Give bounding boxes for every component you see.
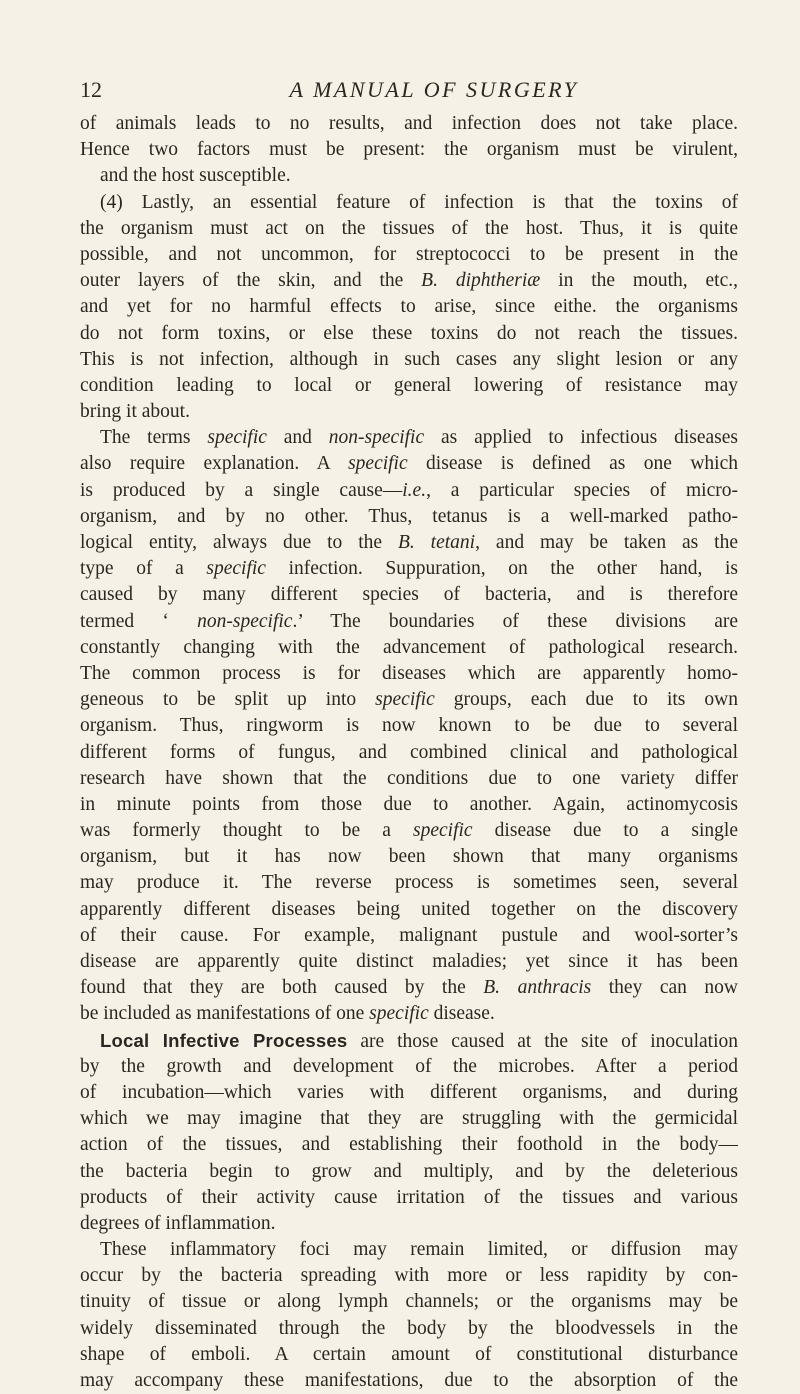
text-line: widely disseminated through the body by the bloodvessels in the (80, 1317, 738, 1339)
text-line (80, 268, 738, 294)
italic-term: non-specific (328, 427, 425, 449)
text-line: The terms specific and non-specific as applied to infectious diseases (100, 427, 738, 449)
running-title: A MANUAL OF SURGERY (289, 77, 579, 102)
italic-term: B. diphtheriæ (421, 270, 541, 292)
text-line: may accompany these manifestations, due to the absorption of the (80, 1370, 738, 1391)
text-line: caused by many different species of bacteria, and is therefore (80, 584, 738, 606)
text-line: constantly changing with the advancement of pathological research. (80, 636, 738, 658)
text-line: The common process is for diseases which are apparently homo- (80, 662, 738, 684)
text-line: apparently different diseases being united together on the discovery (80, 898, 738, 920)
text-line: was formerly thought to be a specific disease due to a single (80, 820, 738, 842)
text-line: organism, but it has now been shown that many organisms (80, 846, 738, 868)
text-line: may produce it. The reverse process is sometimes seen, several (80, 872, 738, 894)
text-line: bring it about. (80, 401, 190, 423)
text-line: This is not infection, although in such cases any slight lesion or any (80, 348, 738, 370)
text-line: (4) Lastly, an essential feature of infection is that the toxins of (100, 191, 738, 213)
text-line: products of their activity cause irritation of the tissues and various (80, 1186, 738, 1208)
text-line: condition leading to local or general lowering of resistance may (80, 374, 738, 396)
text-line: by the growth and development of the microbes. After a period (80, 1055, 738, 1077)
text-line: type of a specific infection. Suppuration, on the other hand, is (80, 558, 738, 580)
text-line: and the host susceptible. (100, 165, 291, 187)
text-line: geneous to be split up into specific groups, each due to its own (80, 689, 738, 711)
text-line: organism, and by no other. Thus, tetanus is a well-marked patho- (80, 505, 738, 527)
text-line: found that they are both caused by the B. anthracis they can now (80, 977, 738, 999)
line-segment: outer layers of the skin, and the B. diphtheriæ in the mouth, etc., (80, 270, 738, 292)
text-line: research have shown that the conditions due to one variety differ (80, 767, 738, 789)
text-line: and yet for no harmful effects to arise, since eithe. the organisms (80, 296, 738, 318)
text-line: of animals leads to no results, and infection does not take place. (80, 113, 738, 134)
text-line: of their cause. For example, malignant pustule and wool-sorter’s (80, 924, 738, 946)
italic-term: B. tetani (397, 532, 476, 553)
text-line: possible, and not uncommon, for streptococci to be present in the (80, 243, 738, 265)
italic-term: specific (348, 453, 408, 475)
text-line: is produced by a single cause—i.e., a particular species of micro- (80, 479, 738, 501)
text-line: the bacteria begin to grow and multiply, and by the deleterious (80, 1160, 738, 1182)
section-heading: Local Infective Processes (100, 1029, 348, 1051)
italic-term: specific (206, 558, 266, 580)
text-line: occur by the bacteria spreading with more or less rapidity by con- (80, 1265, 738, 1287)
text-line: termed ‘ non-specific.’ The boundaries of these divisions are (80, 610, 738, 632)
text-line: tinuity of tissue or along lymph channels; or the organisms may be (80, 1291, 738, 1313)
text-line: of incubation—which varies with different organisms, and during (80, 1081, 738, 1103)
section-heading-line: Local Infective Processes are those caused at the site of inoculation (100, 1029, 738, 1052)
italic-term: non-specific (197, 610, 293, 632)
text-line: shape of emboli. A certain amount of constitutional disturbance (80, 1343, 738, 1365)
text-line: the organism must act on the tissues of the host. Thus, it is quite (80, 217, 738, 239)
page-body (80, 111, 738, 1394)
italic-term: B. anthracis (483, 977, 592, 999)
page-header (80, 75, 738, 105)
text-line: Hence two factors must be present: the organism must be virulent, (80, 139, 738, 161)
italic-term: specific (207, 427, 267, 449)
text-line: action of the tissues, and establishing their foothold in the body— (80, 1134, 738, 1156)
text-line: which we may imagine that they are struggling with the germicidal (80, 1108, 738, 1130)
text-line: different forms of fungus, and combined clinical and pathological (80, 741, 738, 763)
italic-term: i.e. (402, 479, 427, 501)
text-line: organism. Thus, ringworm is now known to be due to several (80, 715, 738, 737)
text-line: disease are apparently quite distinct maladies; yet since it has been (80, 951, 738, 972)
italic-term: specific (375, 689, 435, 711)
text-line: be included as manifestations of one specific disease. (80, 1003, 495, 1025)
text-line: These inflammatory foci may remain limited, or diffusion may (100, 1239, 738, 1261)
page-number: 12 (80, 77, 102, 102)
italic-term: specific (413, 820, 473, 842)
italic-term: specific (369, 1003, 429, 1025)
text-line: do not form toxins, or else these toxins do not reach the tissues. (80, 322, 738, 344)
text-line: logical entity, always due to the B. tetani, and may be taken as the (80, 532, 738, 553)
text-line: also require explanation. A specific disease is defined as one which (80, 453, 738, 475)
text-line: degrees of inflammation. (80, 1212, 276, 1234)
text-line: in minute points from those due to another. Again, actinomycosis (80, 793, 738, 815)
